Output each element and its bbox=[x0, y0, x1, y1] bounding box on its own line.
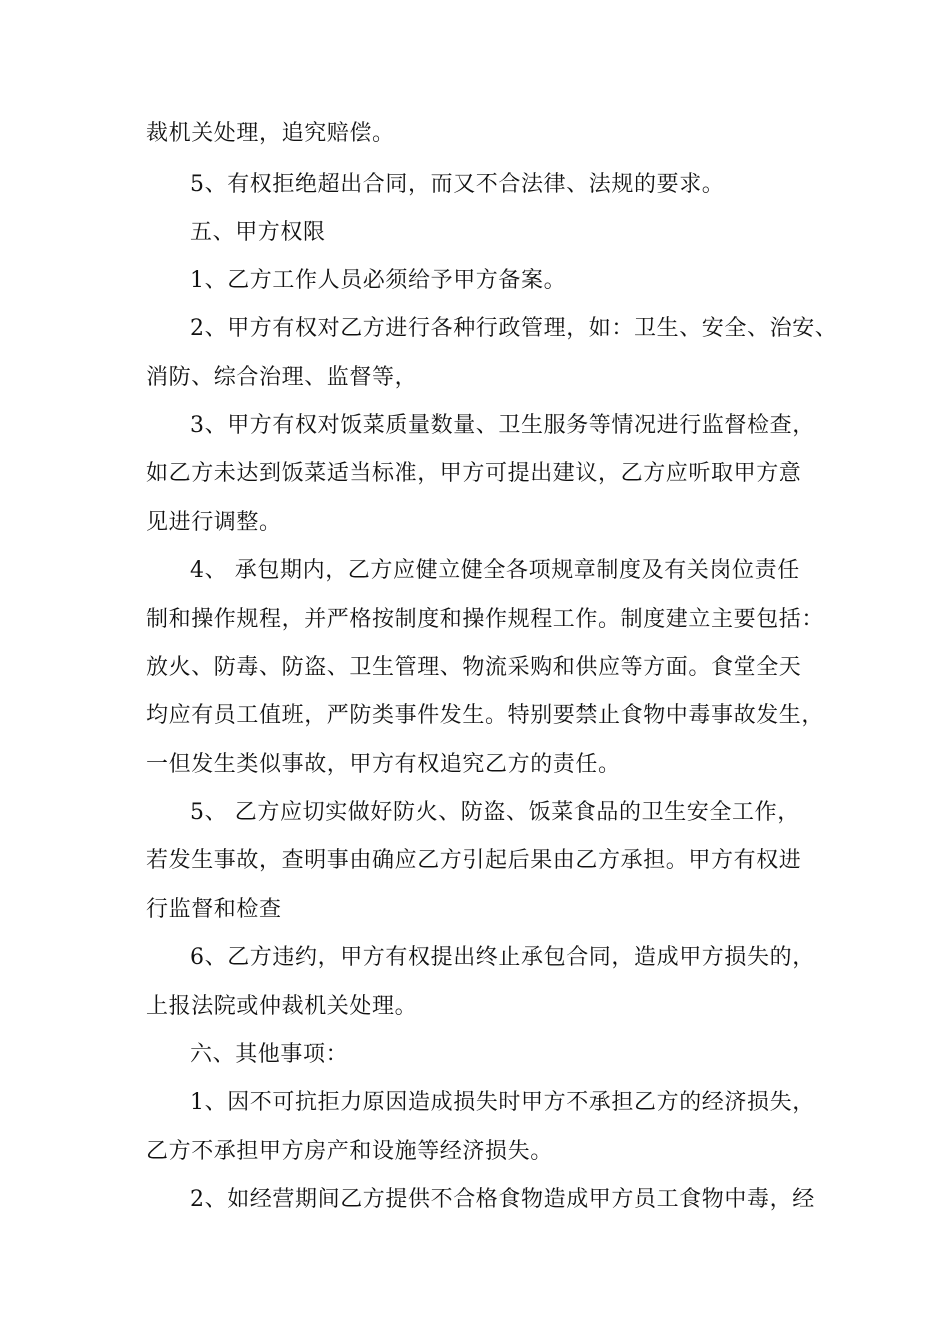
text-line: 4、 承包期内，乙方应健立健全各项规章制度及有关岗位责任 bbox=[190, 558, 800, 583]
section-heading: 五、甲方权限 bbox=[190, 220, 326, 245]
text-line: 见进行调整。 bbox=[146, 510, 282, 535]
text-line: 5、有权拒绝超出合同，而又不合法律、法规的要求。 bbox=[190, 172, 725, 197]
text-line: 1、因不可抗拒力原因造成损失时甲方不承担乙方的经济损失， bbox=[190, 1090, 815, 1115]
text-line: 乙方不承担甲方房产和设施等经济损失。 bbox=[146, 1139, 553, 1164]
text-line: 制和操作规程，并严格按制度和操作规程工作。制度建立主要包括： bbox=[146, 607, 825, 632]
text-line: 1、乙方工作人员必须给予甲方备案。 bbox=[190, 268, 567, 293]
section-heading: 六、其他事项： bbox=[190, 1042, 349, 1067]
text-line: 放火、防毒、防盗、卫生管理、物流采购和供应等方面。食堂全天 bbox=[146, 655, 802, 680]
text-line: 裁机关处理，追究赔偿。 bbox=[146, 121, 395, 146]
text-line: 6、乙方违约，甲方有权提出终止承包合同，造成甲方损失的， bbox=[190, 945, 815, 970]
text-line: 若发生事故，查明事由确应乙方引起后果由乙方承担。甲方有权进 bbox=[146, 848, 802, 873]
text-line: 2、如经营期间乙方提供不合格食物造成甲方员工食物中毒，经 bbox=[190, 1187, 815, 1212]
text-line: 如乙方未达到饭菜适当标准，甲方可提出建议，乙方应听取甲方意 bbox=[146, 461, 802, 486]
text-line: 3、甲方有权对饭菜质量数量、卫生服务等情况进行监督检查， bbox=[190, 413, 815, 438]
text-line: 一但发生类似事故，甲方有权追究乙方的责任。 bbox=[146, 752, 621, 777]
text-line: 5、 乙方应切实做好防火、防盗、饭菜食品的卫生安全工作， bbox=[190, 800, 800, 825]
text-line: 消防、综合治理、监督等， bbox=[146, 365, 418, 390]
text-line: 2、甲方有权对乙方进行各种行政管理，如：卫生、安全、治安、 bbox=[190, 316, 838, 341]
text-line: 行监督和检查 bbox=[146, 897, 282, 922]
text-line: 均应有员工值班，严防类事件发生。特别要禁止食物中毒事故发生， bbox=[146, 703, 825, 728]
text-line: 上报法院或仲裁机关处理。 bbox=[146, 994, 418, 1019]
